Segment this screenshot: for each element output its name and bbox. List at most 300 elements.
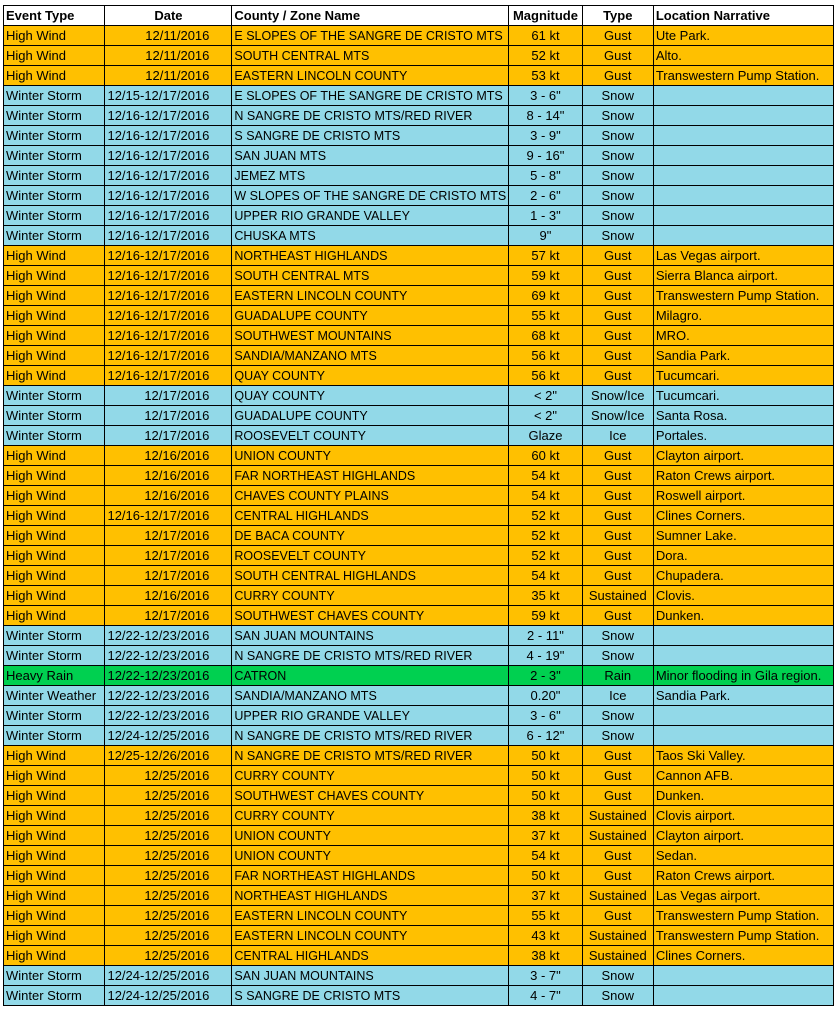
event-type-cell: High Wind <box>4 906 105 926</box>
location-narrative-cell <box>653 986 833 1006</box>
event-type-cell: Winter Storm <box>4 86 105 106</box>
magnitude-cell: 37 kt <box>509 826 583 846</box>
type-cell: Snow <box>582 726 653 746</box>
event-type-cell: High Wind <box>4 586 105 606</box>
magnitude-cell: 54 kt <box>509 846 583 866</box>
location-narrative-cell: Sedan. <box>653 846 833 866</box>
magnitude-cell: 5 - 8" <box>509 166 583 186</box>
table-row <box>4 686 834 706</box>
location-narrative-cell <box>653 86 833 106</box>
date-cell: 12/17/2016 <box>105 406 232 426</box>
magnitude-cell: 50 kt <box>509 786 583 806</box>
location-narrative-cell: Milagro. <box>653 306 833 326</box>
event-type-cell: Winter Storm <box>4 226 105 246</box>
date-cell: 12/16-12/17/2016 <box>105 246 232 266</box>
type-cell: Gust <box>582 846 653 866</box>
magnitude-cell: < 2" <box>509 386 583 406</box>
county-zone-cell: ROOSEVELT COUNTY <box>232 426 509 446</box>
location-narrative-cell <box>653 966 833 986</box>
event-type-cell: Winter Storm <box>4 106 105 126</box>
type-cell: Gust <box>582 26 653 46</box>
magnitude-cell: 43 kt <box>509 926 583 946</box>
date-cell: 12/22-12/23/2016 <box>105 686 232 706</box>
magnitude-cell: 9 - 16" <box>509 146 583 166</box>
header-magnitude: Magnitude <box>509 6 583 26</box>
county-zone-cell: E SLOPES OF THE SANGRE DE CRISTO MTS <box>232 26 509 46</box>
table-row <box>4 846 834 866</box>
type-cell: Snow <box>582 186 653 206</box>
type-cell: Sustained <box>582 926 653 946</box>
date-cell: 12/25/2016 <box>105 846 232 866</box>
type-cell: Snow <box>582 706 653 726</box>
county-zone-cell: SOUTH CENTRAL MTS <box>232 266 509 286</box>
county-zone-cell: FAR NORTHEAST HIGHLANDS <box>232 866 509 886</box>
magnitude-cell: Glaze <box>509 426 583 446</box>
event-type-cell: High Wind <box>4 346 105 366</box>
table-row <box>4 246 834 266</box>
event-type-cell: High Wind <box>4 66 105 86</box>
county-zone-cell: S SANGRE DE CRISTO MTS <box>232 126 509 146</box>
header-type: Type <box>582 6 653 26</box>
county-zone-cell: UNION COUNTY <box>232 846 509 866</box>
date-cell: 12/25/2016 <box>105 926 232 946</box>
header-location-narrative: Location Narrative <box>653 6 833 26</box>
magnitude-cell: 54 kt <box>509 466 583 486</box>
type-cell: Gust <box>582 326 653 346</box>
table-row <box>4 126 834 146</box>
table-row <box>4 366 834 386</box>
type-cell: Snow <box>582 226 653 246</box>
type-cell: Gust <box>582 306 653 326</box>
magnitude-cell: 54 kt <box>509 566 583 586</box>
table-row <box>4 566 834 586</box>
header-county-zone: County / Zone Name <box>232 6 509 26</box>
event-type-cell: High Wind <box>4 846 105 866</box>
magnitude-cell: 68 kt <box>509 326 583 346</box>
table-row <box>4 26 834 46</box>
event-type-cell: High Wind <box>4 806 105 826</box>
magnitude-cell: 54 kt <box>509 486 583 506</box>
magnitude-cell: 3 - 9" <box>509 126 583 146</box>
type-cell: Snow <box>582 126 653 146</box>
date-cell: 12/22-12/23/2016 <box>105 626 232 646</box>
magnitude-cell: 38 kt <box>509 946 583 966</box>
location-narrative-cell <box>653 726 833 746</box>
date-cell: 12/16/2016 <box>105 446 232 466</box>
table-row <box>4 546 834 566</box>
date-cell: 12/16-12/17/2016 <box>105 206 232 226</box>
location-narrative-cell: Taos Ski Valley. <box>653 746 833 766</box>
magnitude-cell: 3 - 7" <box>509 966 583 986</box>
table-row <box>4 766 834 786</box>
location-narrative-cell: Dunken. <box>653 786 833 806</box>
event-type-cell: Winter Storm <box>4 386 105 406</box>
county-zone-cell: QUAY COUNTY <box>232 386 509 406</box>
event-type-cell: High Wind <box>4 826 105 846</box>
magnitude-cell: 3 - 6" <box>509 86 583 106</box>
magnitude-cell: 4 - 7" <box>509 986 583 1006</box>
type-cell: Gust <box>582 786 653 806</box>
date-cell: 12/16/2016 <box>105 466 232 486</box>
county-zone-cell: QUAY COUNTY <box>232 366 509 386</box>
magnitude-cell: 6 - 12" <box>509 726 583 746</box>
date-cell: 12/16-12/17/2016 <box>105 146 232 166</box>
county-zone-cell: EASTERN LINCOLN COUNTY <box>232 286 509 306</box>
location-narrative-cell: Raton Crews airport. <box>653 466 833 486</box>
location-narrative-cell: Ute Park. <box>653 26 833 46</box>
type-cell: Gust <box>582 286 653 306</box>
event-type-cell: Winter Storm <box>4 146 105 166</box>
date-cell: 12/25/2016 <box>105 826 232 846</box>
table-row <box>4 826 834 846</box>
table-row <box>4 266 834 286</box>
event-type-cell: High Wind <box>4 786 105 806</box>
table-row <box>4 66 834 86</box>
location-narrative-cell: Santa Rosa. <box>653 406 833 426</box>
event-type-cell: Winter Storm <box>4 206 105 226</box>
type-cell: Snow <box>582 626 653 646</box>
date-cell: 12/22-12/23/2016 <box>105 706 232 726</box>
county-zone-cell: SOUTHWEST CHAVES COUNTY <box>232 606 509 626</box>
magnitude-cell: 55 kt <box>509 306 583 326</box>
county-zone-cell: UNION COUNTY <box>232 826 509 846</box>
date-cell: 12/25/2016 <box>105 866 232 886</box>
magnitude-cell: 57 kt <box>509 246 583 266</box>
event-type-cell: High Wind <box>4 886 105 906</box>
location-narrative-cell <box>653 646 833 666</box>
header-date: Date <box>105 6 232 26</box>
county-zone-cell: JEMEZ MTS <box>232 166 509 186</box>
county-zone-cell: EASTERN LINCOLN COUNTY <box>232 66 509 86</box>
event-type-cell: High Wind <box>4 446 105 466</box>
type-cell: Snow <box>582 166 653 186</box>
county-zone-cell: NORTHEAST HIGHLANDS <box>232 246 509 266</box>
county-zone-cell: UPPER RIO GRANDE VALLEY <box>232 706 509 726</box>
magnitude-cell: 0.20" <box>509 686 583 706</box>
type-cell: Gust <box>582 366 653 386</box>
header-event-type: Event Type <box>4 6 105 26</box>
table-row <box>4 326 834 346</box>
magnitude-cell: 4 - 19" <box>509 646 583 666</box>
location-narrative-cell <box>653 106 833 126</box>
magnitude-cell: 52 kt <box>509 526 583 546</box>
type-cell: Gust <box>582 526 653 546</box>
type-cell: Ice <box>582 686 653 706</box>
event-type-cell: High Wind <box>4 486 105 506</box>
table-row <box>4 586 834 606</box>
date-cell: 12/25/2016 <box>105 946 232 966</box>
location-narrative-cell: Dunken. <box>653 606 833 626</box>
date-cell: 12/25/2016 <box>105 766 232 786</box>
date-cell: 12/16-12/17/2016 <box>105 326 232 346</box>
magnitude-cell: 50 kt <box>509 866 583 886</box>
date-cell: 12/16-12/17/2016 <box>105 106 232 126</box>
location-narrative-cell: Alto. <box>653 46 833 66</box>
date-cell: 12/11/2016 <box>105 26 232 46</box>
county-zone-cell: EASTERN LINCOLN COUNTY <box>232 906 509 926</box>
magnitude-cell: 53 kt <box>509 66 583 86</box>
magnitude-cell: 2 - 6" <box>509 186 583 206</box>
event-type-cell: High Wind <box>4 926 105 946</box>
type-cell: Gust <box>582 746 653 766</box>
location-narrative-cell: Clovis airport. <box>653 806 833 826</box>
location-narrative-cell: Sandia Park. <box>653 686 833 706</box>
event-type-cell: Winter Storm <box>4 166 105 186</box>
county-zone-cell: GUADALUPE COUNTY <box>232 406 509 426</box>
magnitude-cell: < 2" <box>509 406 583 426</box>
event-type-cell: Winter Storm <box>4 966 105 986</box>
table-row <box>4 286 834 306</box>
location-narrative-cell: Transwestern Pump Station. <box>653 926 833 946</box>
type-cell: Snow <box>582 986 653 1006</box>
date-cell: 12/16/2016 <box>105 486 232 506</box>
county-zone-cell: ROOSEVELT COUNTY <box>232 546 509 566</box>
event-type-cell: Winter Storm <box>4 626 105 646</box>
event-type-cell: Winter Storm <box>4 186 105 206</box>
event-type-cell: High Wind <box>4 366 105 386</box>
location-narrative-cell <box>653 626 833 646</box>
table-row <box>4 626 834 646</box>
event-type-cell: Winter Storm <box>4 126 105 146</box>
location-narrative-cell: Clines Corners. <box>653 946 833 966</box>
table-row <box>4 746 834 766</box>
location-narrative-cell: Las Vegas airport. <box>653 246 833 266</box>
county-zone-cell: SANDIA/MANZANO MTS <box>232 686 509 706</box>
magnitude-cell: 60 kt <box>509 446 583 466</box>
date-cell: 12/24-12/25/2016 <box>105 966 232 986</box>
type-cell: Gust <box>582 866 653 886</box>
event-type-cell: High Wind <box>4 46 105 66</box>
date-cell: 12/16-12/17/2016 <box>105 366 232 386</box>
date-cell: 12/17/2016 <box>105 606 232 626</box>
event-type-cell: High Wind <box>4 26 105 46</box>
table-row <box>4 46 834 66</box>
date-cell: 12/22-12/23/2016 <box>105 666 232 686</box>
type-cell: Snow <box>582 966 653 986</box>
location-narrative-cell: Chupadera. <box>653 566 833 586</box>
type-cell: Gust <box>582 486 653 506</box>
table-row <box>4 466 834 486</box>
magnitude-cell: 37 kt <box>509 886 583 906</box>
county-zone-cell: N SANGRE DE CRISTO MTS/RED RIVER <box>232 646 509 666</box>
table-row <box>4 906 834 926</box>
county-zone-cell: UNION COUNTY <box>232 446 509 466</box>
magnitude-cell: 50 kt <box>509 766 583 786</box>
county-zone-cell: SOUTH CENTRAL HIGHLANDS <box>232 566 509 586</box>
location-narrative-cell: Tucumcari. <box>653 366 833 386</box>
date-cell: 12/25/2016 <box>105 886 232 906</box>
date-cell: 12/16-12/17/2016 <box>105 346 232 366</box>
event-type-cell: Winter Storm <box>4 406 105 426</box>
date-cell: 12/16-12/17/2016 <box>105 506 232 526</box>
location-narrative-cell: Transwestern Pump Station. <box>653 66 833 86</box>
county-zone-cell: CENTRAL HIGHLANDS <box>232 506 509 526</box>
location-narrative-cell <box>653 186 833 206</box>
event-type-cell: High Wind <box>4 306 105 326</box>
county-zone-cell: E SLOPES OF THE SANGRE DE CRISTO MTS <box>232 86 509 106</box>
county-zone-cell: CATRON <box>232 666 509 686</box>
event-type-cell: Winter Weather <box>4 686 105 706</box>
type-cell: Gust <box>582 46 653 66</box>
county-zone-cell: UPPER RIO GRANDE VALLEY <box>232 206 509 226</box>
table-row <box>4 406 834 426</box>
location-narrative-cell: Transwestern Pump Station. <box>653 286 833 306</box>
type-cell: Gust <box>582 466 653 486</box>
type-cell: Sustained <box>582 806 653 826</box>
county-zone-cell: N SANGRE DE CRISTO MTS/RED RIVER <box>232 726 509 746</box>
county-zone-cell: SOUTHWEST CHAVES COUNTY <box>232 786 509 806</box>
date-cell: 12/25-12/26/2016 <box>105 746 232 766</box>
type-cell: Gust <box>582 906 653 926</box>
table-row <box>4 806 834 826</box>
table-row <box>4 726 834 746</box>
table-row <box>4 606 834 626</box>
county-zone-cell: CURRY COUNTY <box>232 806 509 826</box>
table-row <box>4 206 834 226</box>
magnitude-cell: 3 - 6" <box>509 706 583 726</box>
header-row <box>4 6 834 26</box>
table-row <box>4 646 834 666</box>
type-cell: Rain <box>582 666 653 686</box>
event-type-cell: Winter Storm <box>4 986 105 1006</box>
table-row <box>4 166 834 186</box>
event-type-cell: High Wind <box>4 606 105 626</box>
magnitude-cell: 56 kt <box>509 366 583 386</box>
date-cell: 12/11/2016 <box>105 46 232 66</box>
event-type-cell: High Wind <box>4 246 105 266</box>
date-cell: 12/16-12/17/2016 <box>105 186 232 206</box>
location-narrative-cell: Roswell airport. <box>653 486 833 506</box>
event-type-cell: High Wind <box>4 326 105 346</box>
county-zone-cell: GUADALUPE COUNTY <box>232 306 509 326</box>
magnitude-cell: 9" <box>509 226 583 246</box>
type-cell: Gust <box>582 546 653 566</box>
type-cell: Sustained <box>582 586 653 606</box>
date-cell: 12/16-12/17/2016 <box>105 166 232 186</box>
type-cell: Snow <box>582 106 653 126</box>
county-zone-cell: CHUSKA MTS <box>232 226 509 246</box>
table-row <box>4 866 834 886</box>
location-narrative-cell <box>653 706 833 726</box>
magnitude-cell: 61 kt <box>509 26 583 46</box>
county-zone-cell: N SANGRE DE CRISTO MTS/RED RIVER <box>232 746 509 766</box>
date-cell: 12/25/2016 <box>105 806 232 826</box>
county-zone-cell: CENTRAL HIGHLANDS <box>232 946 509 966</box>
date-cell: 12/17/2016 <box>105 426 232 446</box>
table-row <box>4 966 834 986</box>
date-cell: 12/16-12/17/2016 <box>105 266 232 286</box>
type-cell: Snow/Ice <box>582 406 653 426</box>
type-cell: Snow <box>582 206 653 226</box>
location-narrative-cell: Sierra Blanca airport. <box>653 266 833 286</box>
location-narrative-cell: Clines Corners. <box>653 506 833 526</box>
date-cell: 12/17/2016 <box>105 546 232 566</box>
location-narrative-cell: MRO. <box>653 326 833 346</box>
date-cell: 12/22-12/23/2016 <box>105 646 232 666</box>
magnitude-cell: 1 - 3" <box>509 206 583 226</box>
event-type-cell: High Wind <box>4 466 105 486</box>
type-cell: Gust <box>582 766 653 786</box>
location-narrative-cell <box>653 146 833 166</box>
event-type-cell: High Wind <box>4 266 105 286</box>
location-narrative-cell: Las Vegas airport. <box>653 886 833 906</box>
location-narrative-cell: Raton Crews airport. <box>653 866 833 886</box>
date-cell: 12/15-12/17/2016 <box>105 86 232 106</box>
magnitude-cell: 59 kt <box>509 606 583 626</box>
location-narrative-cell: Sandia Park. <box>653 346 833 366</box>
location-narrative-cell: Dora. <box>653 546 833 566</box>
location-narrative-cell: Minor flooding in Gila region. <box>653 666 833 686</box>
type-cell: Gust <box>582 246 653 266</box>
county-zone-cell: CHAVES COUNTY PLAINS <box>232 486 509 506</box>
event-type-cell: Heavy Rain <box>4 666 105 686</box>
county-zone-cell: SANDIA/MANZANO MTS <box>232 346 509 366</box>
table-row <box>4 426 834 446</box>
magnitude-cell: 52 kt <box>509 546 583 566</box>
location-narrative-cell: Transwestern Pump Station. <box>653 906 833 926</box>
type-cell: Sustained <box>582 826 653 846</box>
event-type-cell: High Wind <box>4 286 105 306</box>
magnitude-cell: 69 kt <box>509 286 583 306</box>
type-cell: Snow <box>582 646 653 666</box>
date-cell: 12/17/2016 <box>105 386 232 406</box>
table-row <box>4 86 834 106</box>
date-cell: 12/16-12/17/2016 <box>105 306 232 326</box>
date-cell: 12/25/2016 <box>105 786 232 806</box>
magnitude-cell: 2 - 11" <box>509 626 583 646</box>
magnitude-cell: 52 kt <box>509 46 583 66</box>
table-row <box>4 446 834 466</box>
location-narrative-cell: Sumner Lake. <box>653 526 833 546</box>
type-cell: Gust <box>582 346 653 366</box>
magnitude-cell: 52 kt <box>509 506 583 526</box>
event-type-cell: High Wind <box>4 946 105 966</box>
type-cell: Gust <box>582 566 653 586</box>
table-row <box>4 666 834 686</box>
event-type-cell: High Wind <box>4 526 105 546</box>
county-zone-cell: CURRY COUNTY <box>232 766 509 786</box>
location-narrative-cell: Clayton airport. <box>653 826 833 846</box>
table-row <box>4 886 834 906</box>
date-cell: 12/16-12/17/2016 <box>105 126 232 146</box>
magnitude-cell: 55 kt <box>509 906 583 926</box>
type-cell: Ice <box>582 426 653 446</box>
magnitude-cell: 38 kt <box>509 806 583 826</box>
event-type-cell: High Wind <box>4 506 105 526</box>
location-narrative-cell <box>653 166 833 186</box>
table-row <box>4 526 834 546</box>
county-zone-cell: FAR NORTHEAST HIGHLANDS <box>232 466 509 486</box>
table-row <box>4 486 834 506</box>
county-zone-cell: N SANGRE DE CRISTO MTS/RED RIVER <box>232 106 509 126</box>
event-type-cell: Winter Storm <box>4 426 105 446</box>
type-cell: Sustained <box>582 946 653 966</box>
event-type-cell: High Wind <box>4 746 105 766</box>
type-cell: Gust <box>582 606 653 626</box>
date-cell: 12/11/2016 <box>105 66 232 86</box>
event-type-cell: Winter Storm <box>4 646 105 666</box>
location-narrative-cell: Tucumcari. <box>653 386 833 406</box>
table-row <box>4 186 834 206</box>
type-cell: Snow <box>582 146 653 166</box>
county-zone-cell: NORTHEAST HIGHLANDS <box>232 886 509 906</box>
type-cell: Snow/Ice <box>582 386 653 406</box>
date-cell: 12/16/2016 <box>105 586 232 606</box>
date-cell: 12/24-12/25/2016 <box>105 726 232 746</box>
event-type-cell: Winter Storm <box>4 726 105 746</box>
location-narrative-cell: Clayton airport. <box>653 446 833 466</box>
table-row <box>4 106 834 126</box>
